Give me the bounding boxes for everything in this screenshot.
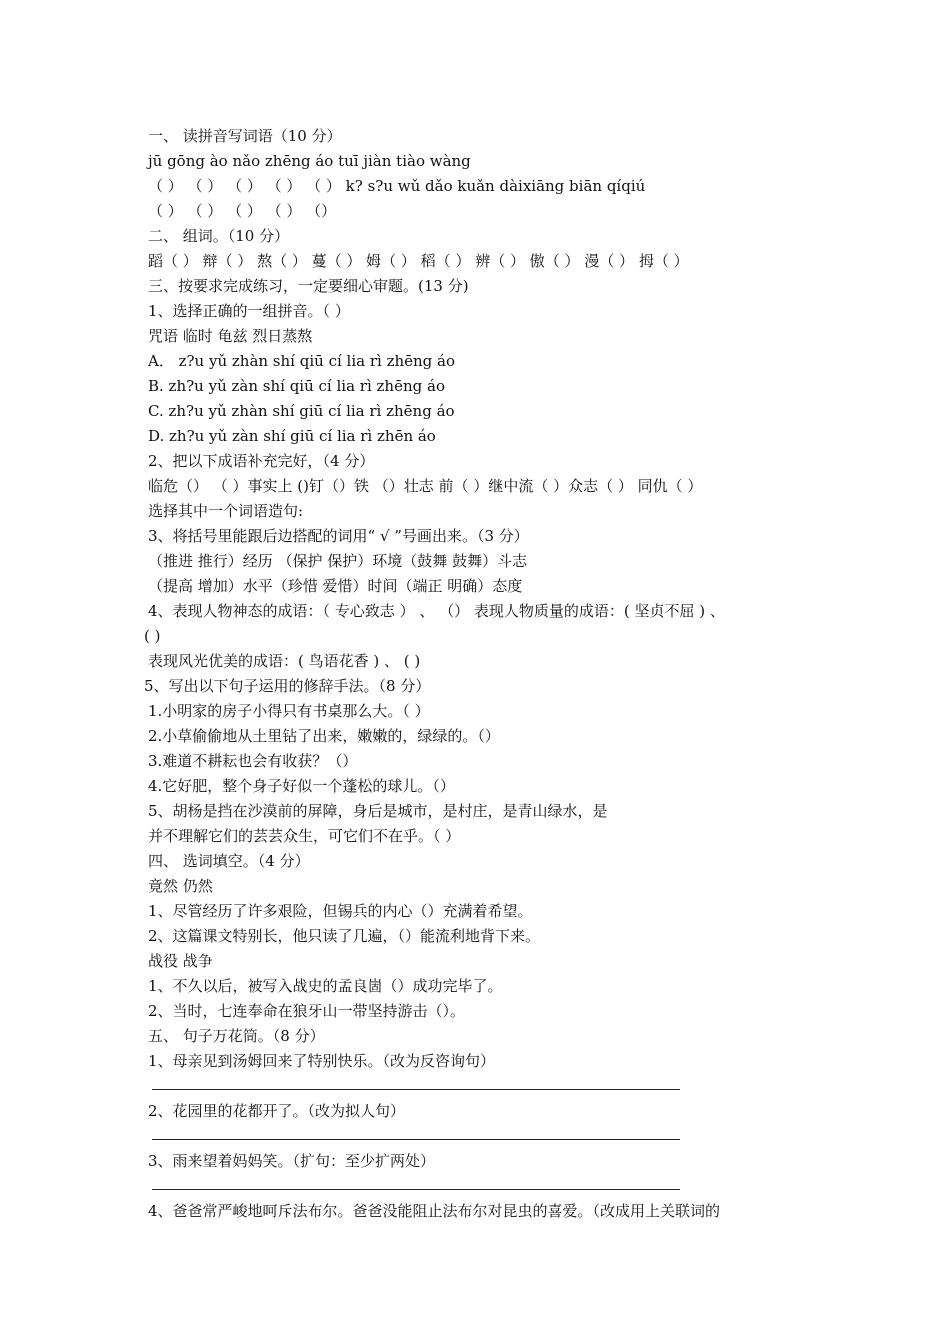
idiom-row: 临危（） （ ）事实上 ()钉（）铁 （）壮志 前（ ）继中流（ ）众志（ ） 同仇（ ）	[148, 477, 703, 495]
question-text: 咒语 临时 龟兹 烈日蒸熬	[148, 327, 313, 345]
rewrite-item: 3、雨来望着妈妈笑。（扩句：至少扩两处）	[148, 1152, 436, 1170]
section-2-title: 二、 组词。（10 分）	[148, 227, 290, 245]
fill-item: 1、尽管经历了许多艰险，但锡兵的内心（）充满着希望。	[148, 902, 533, 920]
fill-item: 2、这篇课文特别长，他只读了几遍，（）能流利地背下来。	[148, 927, 541, 945]
answer-line[interactable]	[152, 1189, 680, 1190]
question-text: 3、将括号里能跟后边搭配的词用“ √ ”号画出来。（3 分）	[148, 527, 529, 545]
word-group-row: 蹈（ ） 辩（ ） 熬（ ） 蔓（ ） 姆（ ） 稻（ ） 辨（ ） 傲（ ） 漫（ ） 拇（ ）	[148, 252, 689, 270]
blank-row: （ ） （ ） （ ） （ ） （）	[148, 202, 337, 220]
sentence-item: 5、胡杨是挡在沙漠前的屏障，身后是城市，是村庄，是青山绿水，是	[148, 802, 608, 820]
word-choices: 竟然 仍然	[148, 877, 213, 895]
option-c: C. zh?u yǔ zhàn shí giū cí lia rì zhēng áo	[148, 402, 455, 420]
question-text: 4、表现人物神态的成语：（ 专心致志 ） 、 （） 表现人物质量的成语：( 坚贞不屈 ) 、	[148, 602, 725, 620]
section-3-title: 三、按要求完成练习，一定要细心审题。(13 分)	[148, 277, 469, 295]
sentence-item: 1.小明家的房子小得只有书桌那么大。（ ）	[148, 702, 430, 720]
section-5-title: 五、 句子万花筒。（8 分）	[148, 1027, 325, 1045]
question-text: 选择其中一个词语造句:	[148, 502, 304, 520]
pinyin-row-1: jū gōng ào nǎo zhēng áo tuī jiàn tiào wàng	[148, 152, 471, 170]
question-text: 2、把以下成语补充完好，（4 分）	[148, 452, 375, 470]
section-4-title: 四、 选词填空。（4 分）	[148, 852, 310, 870]
rewrite-item: 4、爸爸常严峻地呵斥法布尔。爸爸没能阻止法布尔对昆虫的喜爱。（改成用上关联词的	[148, 1202, 721, 1220]
word-choices: 战役 战争	[148, 952, 213, 970]
sentence-item: 2.小草偷偷地从土里钻了出来，嫩嫩的，绿绿的。（）	[148, 727, 500, 745]
rewrite-item: 2、花园里的花都开了。（改为拟人句）	[148, 1102, 406, 1120]
sentence-item: 并不理解它们的芸芸众生，可它们不在乎。（ ）	[148, 827, 461, 845]
option-a: A． z?u yǔ zhàn shí qiū cí lia rì zhēng áo	[148, 352, 456, 370]
sentence-item: 4.它好肥，整个身子好似一个蓬松的球儿。（）	[148, 777, 455, 795]
question-text: ( )	[144, 627, 161, 645]
option-b: B. zh?u yǔ zàn shí qiū cí lia rì zhēng áo	[148, 377, 445, 395]
option-d: D. zh?u yǔ zàn shí giū cí lia rì zhēn áo	[148, 427, 436, 445]
pinyin-row-2: （ ） （ ） （ ） （ ） （ ） k? s?u wǔ dǎo kuǎn dàixiāng biān qíqiú	[148, 177, 646, 195]
fill-item: 1、不久以后，被写入战史的孟良崮（）成功完毕了。	[148, 977, 503, 995]
answer-line[interactable]	[152, 1089, 680, 1090]
question-text: 5、写出以下句子运用的修辞手法。（8 分）	[144, 677, 431, 695]
fill-item: 2、当时，七连奉命在狼牙山一带坚持游击（）。	[148, 1002, 466, 1020]
rewrite-item: 1、母亲见到汤姆回来了特别快乐。（改为反咨询句）	[148, 1052, 496, 1070]
sentence-item: 3.难道不耕耘也会有收获？（）	[148, 752, 358, 770]
answer-line[interactable]	[152, 1139, 680, 1140]
section-1-title: 一、 读拼音写词语（10 分）	[148, 127, 342, 145]
question-text: 1、选择正确的一组拼音。（ ）	[148, 302, 350, 320]
question-text: 表现风光优美的成语：( 鸟语花香 ) 、 ( )	[148, 652, 421, 670]
collocation-row: （推进 推行）经历 （保护 保护）环境（鼓舞 鼓舞）斗志	[148, 552, 528, 570]
collocation-row: （提高 增加）水平（珍惜 爱惜）时间（端正 明确）态度	[148, 577, 523, 595]
